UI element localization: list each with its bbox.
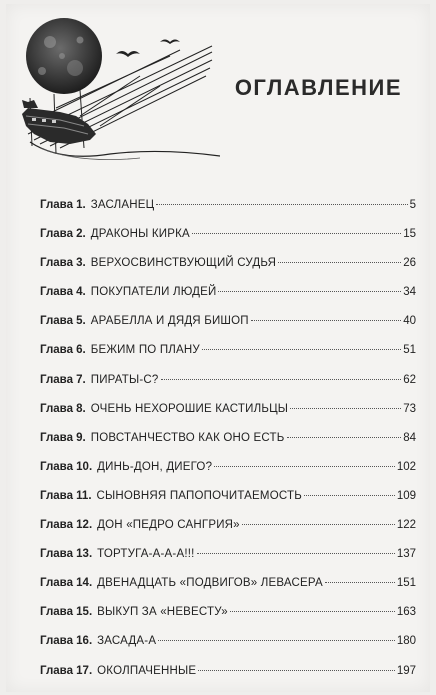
page-number: 151 bbox=[396, 577, 416, 590]
dot-leader bbox=[214, 465, 395, 467]
page-number: 34 bbox=[403, 286, 416, 299]
chapter-label: Глава 8. bbox=[40, 402, 86, 415]
chapter-label: Глава 6. bbox=[40, 344, 86, 357]
dot-leader bbox=[161, 378, 402, 380]
chapter-label: Глава 4. bbox=[40, 286, 86, 299]
chapter-label: Глава 17. bbox=[40, 664, 93, 677]
page-number: 180 bbox=[396, 635, 416, 648]
dot-leader bbox=[304, 494, 395, 496]
book-page bbox=[6, 4, 430, 692]
page-number: 84 bbox=[403, 431, 416, 444]
dot-leader bbox=[218, 290, 401, 292]
chapter-title: ДИНЬ-ДОН, ДИЕГО? bbox=[97, 460, 213, 473]
toc-entry bbox=[40, 519, 416, 548]
chapter-label: Глава 3. bbox=[40, 257, 86, 270]
chapter-title: ОЧЕНЬ НЕХОРОШИЕ КАСТИЛЬЦЫ bbox=[90, 402, 289, 415]
chapter-title: СЫНОВНЯЯ ПАПОПОЧИТАЕМОСТЬ bbox=[96, 489, 302, 502]
chapter-label: Глава 5. bbox=[40, 315, 86, 328]
chapter-title: ДРАКОНЫ КИРКА bbox=[90, 228, 190, 241]
toc-entry bbox=[40, 228, 416, 257]
table-of-contents bbox=[40, 199, 416, 694]
toc-entry bbox=[40, 548, 416, 577]
toc-entry bbox=[40, 344, 416, 373]
toc-entry bbox=[40, 635, 416, 664]
toc-entry bbox=[40, 461, 416, 490]
chapter-label: Глава 10. bbox=[40, 460, 93, 473]
toc-entry bbox=[40, 403, 416, 432]
page-number: 15 bbox=[403, 228, 416, 241]
page-number: 122 bbox=[396, 519, 416, 532]
toc-entry bbox=[40, 199, 416, 228]
chapter-label: Глава 11. bbox=[40, 489, 92, 502]
chapter-label: Глава 14. bbox=[40, 577, 93, 590]
chapter-title: ВЕРХОСВИНСТВУЮЩИЙ СУДЬЯ bbox=[90, 257, 277, 270]
chapter-title: ДОН «ПЕДРО САНГРИЯ» bbox=[97, 519, 240, 532]
dot-leader bbox=[197, 552, 395, 554]
dot-leader bbox=[242, 523, 395, 525]
dot-leader bbox=[202, 348, 401, 350]
chapter-title: ЗАСАДА-А bbox=[97, 635, 157, 648]
chapter-label: Глава 15. bbox=[40, 606, 93, 619]
page-number: 102 bbox=[396, 460, 416, 473]
moon-ship-illustration bbox=[20, 16, 220, 164]
dot-leader bbox=[287, 436, 402, 438]
chapter-title: ОКОЛПАЧЕННЫЕ bbox=[97, 664, 197, 677]
chapter-title: ЗАСЛАНЕЦ bbox=[90, 199, 155, 211]
dot-leader bbox=[325, 581, 395, 583]
toc-entry bbox=[40, 286, 416, 315]
dot-leader bbox=[192, 232, 401, 234]
page-number: 109 bbox=[396, 489, 416, 502]
toc-entry bbox=[40, 665, 416, 694]
dot-leader bbox=[158, 639, 395, 641]
bird-icon bbox=[116, 51, 140, 57]
chapter-label: Глава 9. bbox=[40, 431, 86, 444]
bird-icon bbox=[160, 40, 180, 45]
dot-leader bbox=[156, 203, 407, 205]
toc-entry bbox=[40, 577, 416, 606]
chapter-label: Глава 13. bbox=[40, 548, 93, 561]
chapter-title: ПОВСТАНЧЕСТВО КАК ОНО ЕСТЬ bbox=[90, 431, 285, 444]
page-number: 40 bbox=[403, 315, 416, 328]
dot-leader bbox=[251, 319, 401, 321]
toc-entry bbox=[40, 606, 416, 635]
dot-leader bbox=[290, 407, 401, 409]
page-number: 62 bbox=[403, 373, 416, 386]
chapter-title: ПИРАТЫ-С? bbox=[90, 373, 159, 386]
chapter-title: ПОКУПАТЕЛИ ЛЮДЕЙ bbox=[90, 286, 217, 299]
toc-entry bbox=[40, 374, 416, 403]
chapter-title: ВЫКУП ЗА «НЕВЕСТУ» bbox=[97, 606, 228, 619]
page-number: 73 bbox=[403, 402, 416, 415]
chapter-label: Глава 12. bbox=[40, 519, 93, 532]
dot-leader bbox=[278, 261, 401, 263]
dot-leader bbox=[198, 669, 395, 671]
chapter-label: Глава 16. bbox=[40, 635, 93, 648]
page-number: 5 bbox=[409, 199, 416, 211]
toc-entry bbox=[40, 490, 416, 519]
dot-leader bbox=[230, 610, 395, 612]
chapter-label: Глава 1. bbox=[40, 199, 86, 211]
toc-entry bbox=[40, 257, 416, 286]
toc-entry bbox=[40, 432, 416, 461]
chapter-label: Глава 2. bbox=[40, 228, 86, 241]
toc-entry bbox=[40, 315, 416, 344]
page-title: ОГЛАВЛЕНИЕ bbox=[234, 75, 402, 100]
page-number: 51 bbox=[403, 344, 416, 357]
page-number: 163 bbox=[396, 606, 416, 619]
chapter-title: ДВЕНАДЦАТЬ «ПОДВИГОВ» ЛЕВАСЕРА bbox=[97, 577, 323, 590]
chapter-title: БЕЖИМ ПО ПЛАНУ bbox=[90, 344, 200, 357]
chapter-title: АРАБЕЛЛА И ДЯДЯ БИШОП bbox=[90, 315, 249, 328]
page-number: 26 bbox=[403, 257, 416, 270]
chapter-label: Глава 7. bbox=[40, 373, 86, 386]
chapter-title: ТОРТУГА-А-А-А!!! bbox=[97, 548, 195, 561]
page-number: 197 bbox=[396, 664, 416, 677]
page-number: 137 bbox=[396, 548, 416, 561]
